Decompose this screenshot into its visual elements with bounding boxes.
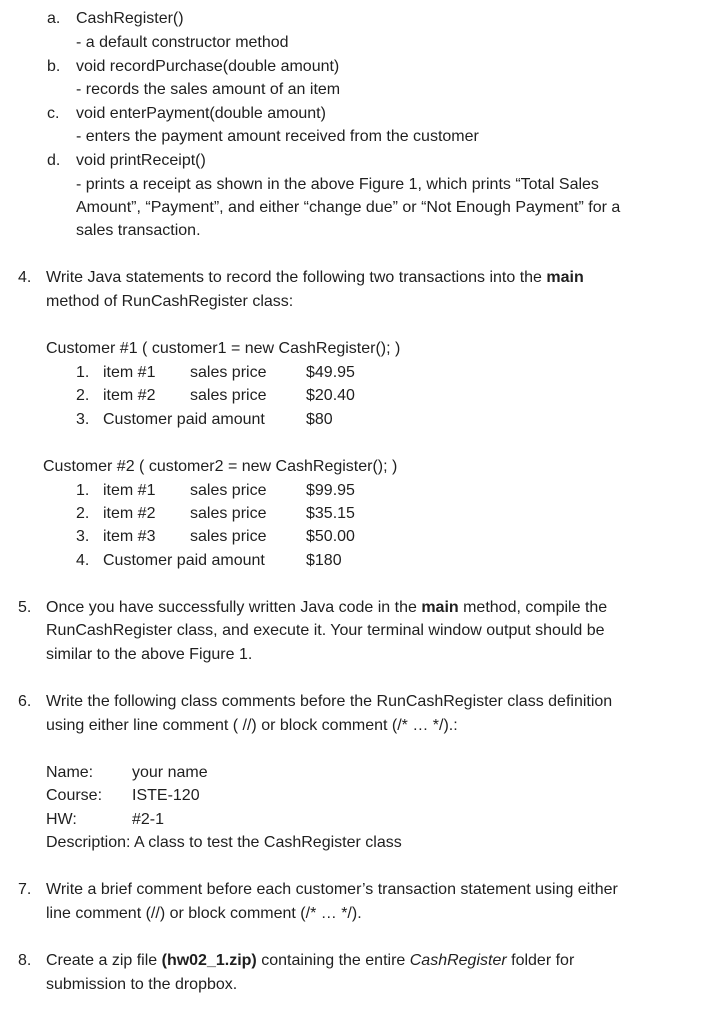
customer-2-row-label: sales price: [190, 528, 267, 545]
sub-item-c-desc: - enters the payment amount received from the customer: [76, 128, 479, 145]
customer-2-row-label: sales price: [190, 505, 267, 522]
sub-item-b-desc: - records the sales amount of an item: [76, 81, 341, 98]
comment-name-value: your name: [132, 764, 208, 781]
customer-2-row-num: 4.: [76, 552, 90, 569]
customer-2-row-item: item #1: [103, 482, 156, 499]
sub-item-d-desc-line3: sales transaction.: [76, 222, 201, 239]
sub-item-b-marker: b.: [47, 58, 61, 75]
customer-2-row-price: $99.95: [306, 482, 355, 499]
sub-item-c-marker: c.: [47, 105, 60, 122]
sub-item-d-title: void printReceipt(): [76, 152, 206, 169]
item-7-line2: line comment (//) or block comment (/* … */).: [46, 905, 362, 922]
comment-hw-value: #2-1: [132, 811, 165, 828]
sub-item-d-desc-line2: Amount”, “Payment”, and either “change due” or “Not Enough Payment” for a: [76, 199, 621, 216]
comment-hw-label: HW:: [46, 811, 77, 828]
customer-2-row-item: item #3: [103, 528, 156, 545]
customer-1-heading: Customer #1 ( customer1 = new CashRegister(); ): [46, 340, 401, 357]
customer-1-row-item: item #1: [103, 364, 156, 381]
item-5-line3: similar to the above Figure 1.: [46, 646, 253, 663]
item-8-line1: Create a zip file (hw02_1.zip) containing the entire CashRegister folder for: [46, 952, 575, 969]
customer-1-row-price: $49.95: [306, 364, 355, 381]
comment-description: Description: A class to test the CashRegister class: [46, 834, 402, 851]
customer-1-row-item: item #2: [103, 387, 156, 404]
customer-1-row-price: $20.40: [306, 387, 355, 404]
customer-2-row-num: 1.: [76, 482, 90, 499]
item-7-line1: Write a brief comment before each customer’s transaction statement using either: [46, 881, 618, 898]
customer-2-heading: Customer #2 ( customer2 = new CashRegister(); ): [43, 458, 398, 475]
item-5-number: 5.: [18, 599, 32, 616]
item-8-number: 8.: [18, 952, 32, 969]
customer-1-row-num: 3.: [76, 411, 90, 428]
sub-item-b-title: void recordPurchase(double amount): [76, 58, 340, 75]
customer-2-row-price: $180: [306, 552, 342, 569]
item-6-line1: Write the following class comments before the RunCashRegister class definition: [46, 693, 613, 710]
sub-item-d-desc-line1: - prints a receipt as shown in the above Figure 1, which prints “Total Sales: [76, 176, 599, 193]
sub-item-a-marker: a.: [47, 10, 61, 27]
item-7-number: 7.: [18, 881, 32, 898]
sub-item-a-desc: - a default constructor method: [76, 34, 289, 51]
sub-item-c-title: void enterPayment(double amount): [76, 105, 326, 122]
comment-course-value: ISTE-120: [132, 787, 200, 804]
customer-1-row-price: $80: [306, 411, 333, 428]
item-5-line1: Once you have successfully written Java code in the main method, compile the: [46, 599, 608, 616]
item-4-number: 4.: [18, 269, 32, 286]
item-4-line2: method of RunCashRegister class:: [46, 293, 294, 310]
customer-1-row-num: 1.: [76, 364, 90, 381]
item-5-line2: RunCashRegister class, and execute it. Your terminal window output should be: [46, 622, 605, 639]
customer-2-row-item: item #2: [103, 505, 156, 522]
item-4-line1: Write Java statements to record the following two transactions into the main: [46, 269, 584, 286]
main-keyword: main: [546, 269, 584, 286]
zip-filename: (hw02_1.zip): [161, 952, 257, 969]
customer-2-row-num: 3.: [76, 528, 90, 545]
customer-2-row-item: Customer paid amount: [103, 552, 265, 569]
item-6-line2: using either line comment ( //) or block comment (/* … */).:: [46, 717, 458, 734]
customer-1-row-label: sales price: [190, 387, 267, 404]
comment-course-label: Course:: [46, 787, 103, 804]
customer-2-row-num: 2.: [76, 505, 90, 522]
customer-1-row-item: Customer paid amount: [103, 411, 265, 428]
sub-item-a-title: CashRegister(): [76, 10, 184, 27]
item-6-number: 6.: [18, 693, 32, 710]
sub-item-d-marker: d.: [47, 152, 61, 169]
customer-2-row-price: $50.00: [306, 528, 355, 545]
customer-2-row-price: $35.15: [306, 505, 355, 522]
customer-1-row-num: 2.: [76, 387, 90, 404]
customer-2-row-label: sales price: [190, 482, 267, 499]
folder-name: CashRegister: [409, 952, 507, 969]
main-keyword: main: [421, 599, 459, 616]
comment-name-label: Name:: [46, 764, 94, 781]
customer-1-row-label: sales price: [190, 364, 267, 381]
item-8-line2: submission to the dropbox.: [46, 976, 238, 993]
